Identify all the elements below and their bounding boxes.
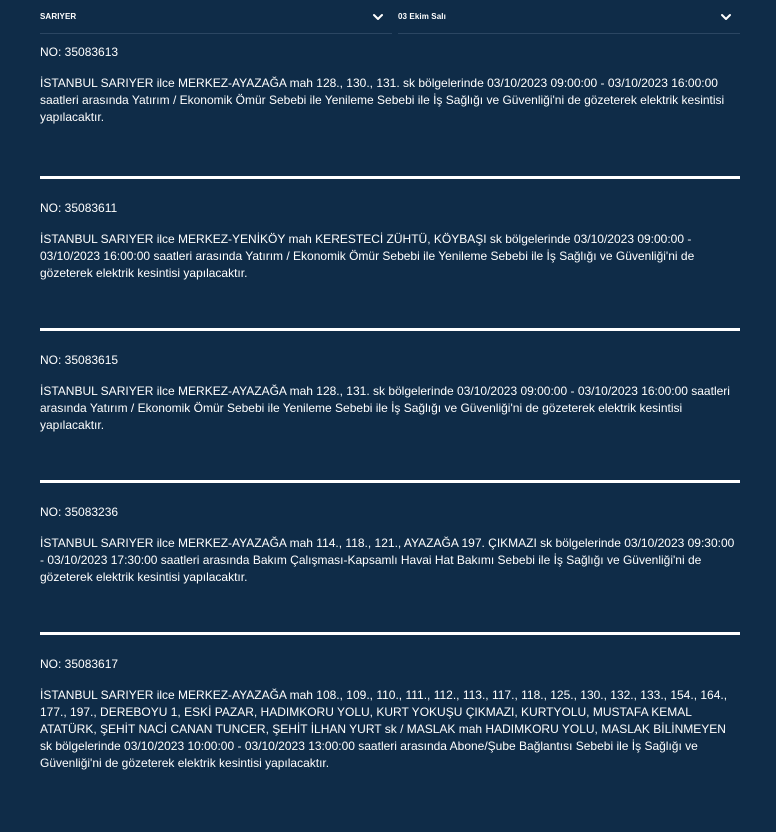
outage-record [40, 45, 740, 126]
outage-record [40, 657, 740, 772]
record-description: İSTANBUL SARIYER ilce MERKEZ-AYAZAĞA mah 114., 118., 121., AYAZAĞA 197. ÇIKMAZI sk bölgelerinde 03/10/2023 09:30:00 - 03/10/2023 17:30:00 saatleri arasında Bakım Çalışması-Kapsamlı Havai Hat Bakımı Sebebi ile İş Sağlığı ve Güvenliği'ni de gözeterek elektrik kesintisi yapılacaktır. [40, 536, 735, 584]
record-number: NO: 35083617 [40, 657, 119, 671]
record-divider [40, 632, 740, 635]
outage-record [40, 505, 740, 586]
chevron-down-icon [372, 11, 384, 23]
record-description: İSTANBUL SARIYER ilce MERKEZ-AYAZAĞA mah 128., 131. sk bölgelerinde 03/10/2023 09:00:00 - 03/10/2023 16:00:00 saatleri arasında Yatırım / Ekonomik Ömür Sebebi ile Yenileme Sebebi ile İş Sağlığı ve Güvenliği'ni de gözeterek elektrik kesintisi yapılacaktır. [40, 384, 730, 432]
district-select-value: SARIYER [40, 11, 77, 21]
record-divider [40, 176, 740, 179]
date-select[interactable] [398, 0, 740, 34]
record-number: NO: 35083615 [40, 353, 119, 367]
filter-bar [0, 0, 776, 36]
outage-record [40, 353, 740, 434]
record-description: İSTANBUL SARIYER ilce MERKEZ-YENİKÖY mah KERESTECİ ZÜHTÜ, KÖYBAŞI sk bölgelerinde 03/10/2023 09:00:00 - 03/10/2023 16:00:00 saatleri arasında Yatırım / Ekonomik Ömür Sebebi ile Yenileme Sebebi ile İş Sağlığı ve Güvenliği'ni de gözeterek elektrik kesintisi yapılacaktır. [40, 232, 695, 280]
record-number: NO: 35083236 [40, 505, 119, 519]
record-number: NO: 35083611 [40, 201, 118, 215]
chevron-down-icon [720, 11, 732, 23]
district-select[interactable] [40, 0, 392, 34]
outage-record [40, 201, 740, 282]
record-description: İSTANBUL SARIYER ilce MERKEZ-AYAZAĞA mah 108., 109., 110., 111., 112., 113., 117., 118., 125., 130., 132., 133., 154., 164., 177., 197., DEREBOYU 1, ESKİ PAZAR, HADIMKORU YOLU, KURT YOKUŞU ÇIKMAZI, KURTYOLU, MUSTAFA KEMAL ATATÜRK, ŞEHİT NACİ CANAN TUNCER, ŞEHİT İLHAN YURT sk / MASLAK mah HADIMKORU YOLU, MASLAK BİLİNMEYEN sk bölgelerinde 03/10/2023 10:00:00 - 03/10/2023 13:00:00 saatleri arasında Abone/Şube Bağlantısı Sebebi ile İş Sağlığı ve Güvenliği'ni de gözeterek elektrik kesintisi yapılacaktır. [40, 688, 728, 770]
record-divider [40, 328, 740, 331]
record-number: NO: 35083613 [40, 45, 119, 59]
record-divider [40, 480, 740, 483]
date-select-value: 03 Ekim Salı [398, 11, 446, 21]
record-description: İSTANBUL SARIYER ilce MERKEZ-AYAZAĞA mah 128., 130., 131. sk bölgelerinde 03/10/2023 09:00:00 - 03/10/2023 16:00:00 saatleri arasında Yatırım / Ekonomik Ömür Sebebi ile Yenileme Sebebi ile İş Sağlığı ve Güvenliği'ni de gözeterek elektrik kesintisi yapılacaktır. [40, 76, 725, 124]
